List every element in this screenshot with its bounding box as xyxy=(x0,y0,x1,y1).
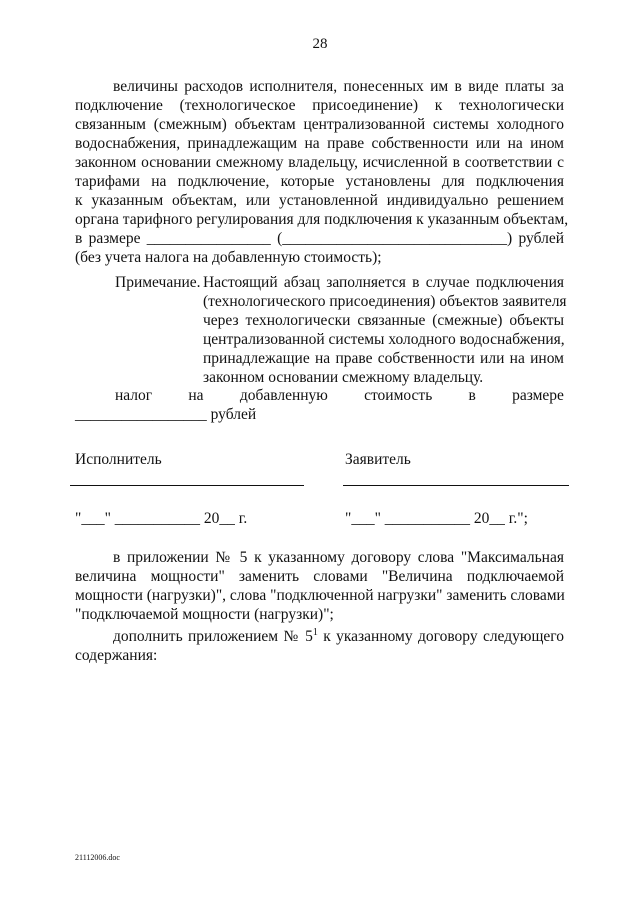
tax-word: на xyxy=(188,387,204,404)
executor-signature-line xyxy=(70,485,304,486)
paragraph-line: органа тарифного регулирования для подключения к указанным объектам, xyxy=(75,211,569,228)
paragraph-line: в приложении № 5 к указанному договору слова "Максимальная xyxy=(113,549,564,566)
note-line: законном основании смежному владельцу. xyxy=(203,369,484,386)
applicant-label: Заявитель xyxy=(345,451,411,468)
paragraph-line: законном основании смежному владельцу, исчисленной в соответствии с xyxy=(75,154,564,171)
paragraph-line: связанным (смежным) объектам централизованной системы холодного xyxy=(75,116,564,133)
paragraph-line: водоснабжения, принадлежащим на праве собственности или на ином xyxy=(75,135,564,152)
paragraph-line: (без учета налога на добавленную стоимость); xyxy=(75,249,382,266)
executor-date: "___" ___________ 20__ г. xyxy=(75,510,248,527)
tax-word: добавленную xyxy=(239,387,328,404)
note-line: принадлежащие на праве собственности или на ином xyxy=(203,350,564,367)
paragraph-line: мощности (нагрузки)", слова "подключенной нагрузки" заменить словами xyxy=(75,587,565,604)
page-number: 28 xyxy=(312,36,328,52)
note-body xyxy=(203,273,567,387)
executor-label: Исполнитель xyxy=(75,451,162,468)
applicant-date: "___" ___________ 20__ г."; xyxy=(345,510,528,527)
text-before-sup: дополнить приложением № 5 xyxy=(113,628,313,645)
paragraph-line: величины расходов исполнителя, понесенных им в виде платы за xyxy=(113,78,564,95)
paragraph-line: тарифами на подключение, которые установлены для подключения xyxy=(75,173,564,190)
paragraph-line: величина мощности" заменить словами "Величина подключаемой xyxy=(75,568,564,585)
paragraph-line: содержания: xyxy=(75,647,158,664)
paragraph-line xyxy=(75,627,564,646)
tax-line xyxy=(115,386,564,405)
note-line: Настоящий абзац заполняется в случае подключения xyxy=(203,274,564,291)
superscript: 1 xyxy=(312,626,318,638)
tax-word: размере xyxy=(512,387,564,404)
tax-word: стоимость xyxy=(364,387,433,404)
paragraph-add-appendix xyxy=(75,627,564,665)
paragraph-line: "подключаемой мощности (нагрузки)"; xyxy=(75,606,334,623)
text-after-sup: к указанному договору следующего xyxy=(317,628,564,645)
paragraph-line: подключение (технологическое присоединение) к технологически xyxy=(75,97,564,114)
tax-amount-line: _________________ рублей xyxy=(75,406,257,423)
note-line: (технологического присоединения) объектов заявителя xyxy=(203,293,567,310)
applicant-signature-line xyxy=(343,485,569,486)
tax-word: налог xyxy=(115,387,153,404)
paragraph-line: к указанным объектам, или установленной индивидуально решением xyxy=(75,192,564,209)
note-label: Примечание. xyxy=(115,274,201,291)
tax-word: в xyxy=(468,387,476,404)
paragraph-appendix5 xyxy=(75,548,564,624)
note-line: через технологически связанные (смежные) объекты xyxy=(203,312,564,329)
file-reference: 21112006.doc xyxy=(75,853,120,862)
paragraph-expenses xyxy=(75,77,569,267)
note-line: централизованной системы холодного водоснабжения, xyxy=(203,331,565,348)
paragraph-line: в размере ________________ (_____________________________) рублей xyxy=(75,230,564,247)
